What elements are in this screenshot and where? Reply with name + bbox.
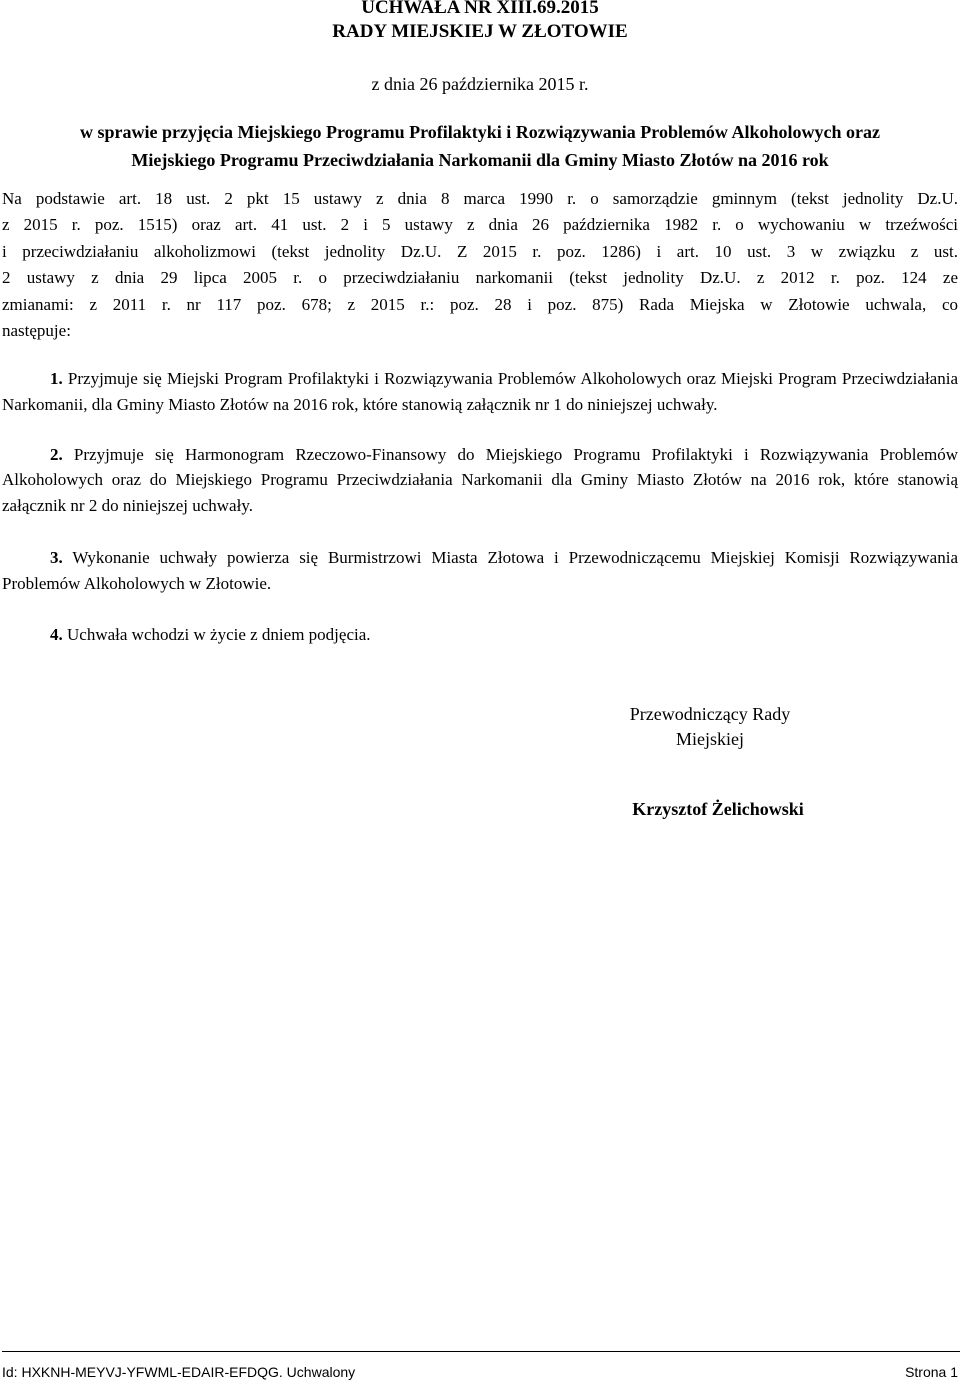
- subject-line-2: Miejskiego Programu Przeciwdziałania Narkomanii dla Gminy Miasto Złotów na 2016 rok: [131, 150, 829, 170]
- section-text: Przyjmuje się Miejski Program Profilaktyki i Rozwiązywania Problemów Alkoholowych oraz Miejski Program Przeciwdziałania Narkomanii, dla Gminy Miasto Złotów na 2016 rok, które stanowią załącznik nr 1 do niniejszej uchwały.: [2, 369, 958, 414]
- section-3: [2, 545, 958, 597]
- preamble-line: z 2015 r. poz. 1515) oraz art. 41 ust. 2 i 5 ustawy z dnia 26 października 1982 r. o wychowaniu w trzeźwości: [2, 215, 958, 235]
- section-number: 3.: [50, 547, 63, 567]
- preamble-line: i przeciwdziałaniu alkoholizmowi (tekst jednolity Dz.U. Z 2015 r. poz. 1286) i art. 10 ust. 3 w związku z ust.: [2, 241, 958, 261]
- section-number: 1.: [50, 369, 63, 388]
- section-text: Przyjmuje się Harmonogram Rzeczowo-Finansowy do Miejskiego Programu Profilaktyki i Rozwiązywania Problemów Alkoholowych oraz do Miejskiego Programu Przeciwdziałania Narkomanii dla Gminy Miasto Złotów na 2016 rok, które stanowią załącznik nr 2 do niniejszej uchwały.: [2, 444, 958, 516]
- section-text: Uchwała wchodzi w życie z dniem podjęcia.: [62, 624, 371, 644]
- document-subject: [0, 118, 960, 174]
- preamble: [2, 186, 958, 344]
- subject-line-1: w sprawie przyjęcia Miejskiego Programu Profilaktyki i Rozwiązywania Problemów Alkoholowych oraz: [80, 122, 880, 142]
- preamble-line: Na podstawie art. 18 ust. 2 pkt 15 ustawy z dnia 8 marca 1990 r. o samorządzie gminnym (tekst jednolity Dz.U.: [2, 189, 958, 208]
- section-2: [2, 442, 958, 519]
- section-1: [2, 366, 958, 418]
- section-number: 4.: [50, 624, 63, 644]
- signatory-role-line-1: Przewodniczący Rady: [629, 704, 791, 724]
- signatory-name: Krzysztof Żelichowski: [632, 799, 804, 819]
- section-4: [2, 622, 958, 648]
- signatory-role: [560, 702, 860, 752]
- signatory-role-line-2: Miejskiej: [676, 729, 744, 749]
- section-number: 2.: [50, 444, 63, 464]
- preamble-line: 2 ustawy z dnia 29 lipca 2005 r. o przeciwdziałaniu narkomanii (tekst jednolity Dz.U. z 2012 r. poz. 124 ze: [2, 268, 958, 288]
- preamble-line: zmianami: z 2011 r. nr 117 poz. 678; z 2015 r.: poz. 28 i poz. 875) Rada Miejska w Złotowie uchwala, co: [2, 294, 958, 314]
- section-text: Wykonanie uchwały powierza się Burmistrzowi Miasta Złotowa i Przewodniczącemu Miejskiej Komisji Rozwiązywania Problemów Alkoholowych w Złotowie.: [2, 547, 958, 593]
- resolution-sections: [2, 366, 958, 647]
- footer-document-id: Id: HXKNH-MEYVJ-YFWML-EDAIR-EFDQG. Uchwalony: [2, 1364, 356, 1380]
- title-line-1: UCHWAŁA NR XIII.69.2015: [361, 0, 599, 18]
- title-line-2: RADY MIEJSKIEJ W ZŁOTOWIE: [332, 21, 628, 42]
- footer-page-number: Strona 1: [905, 1364, 958, 1380]
- footer-divider: [2, 1351, 960, 1352]
- preamble-line: następuje:: [2, 321, 71, 341]
- document-date: z dnia 26 października 2015 r.: [371, 74, 589, 94]
